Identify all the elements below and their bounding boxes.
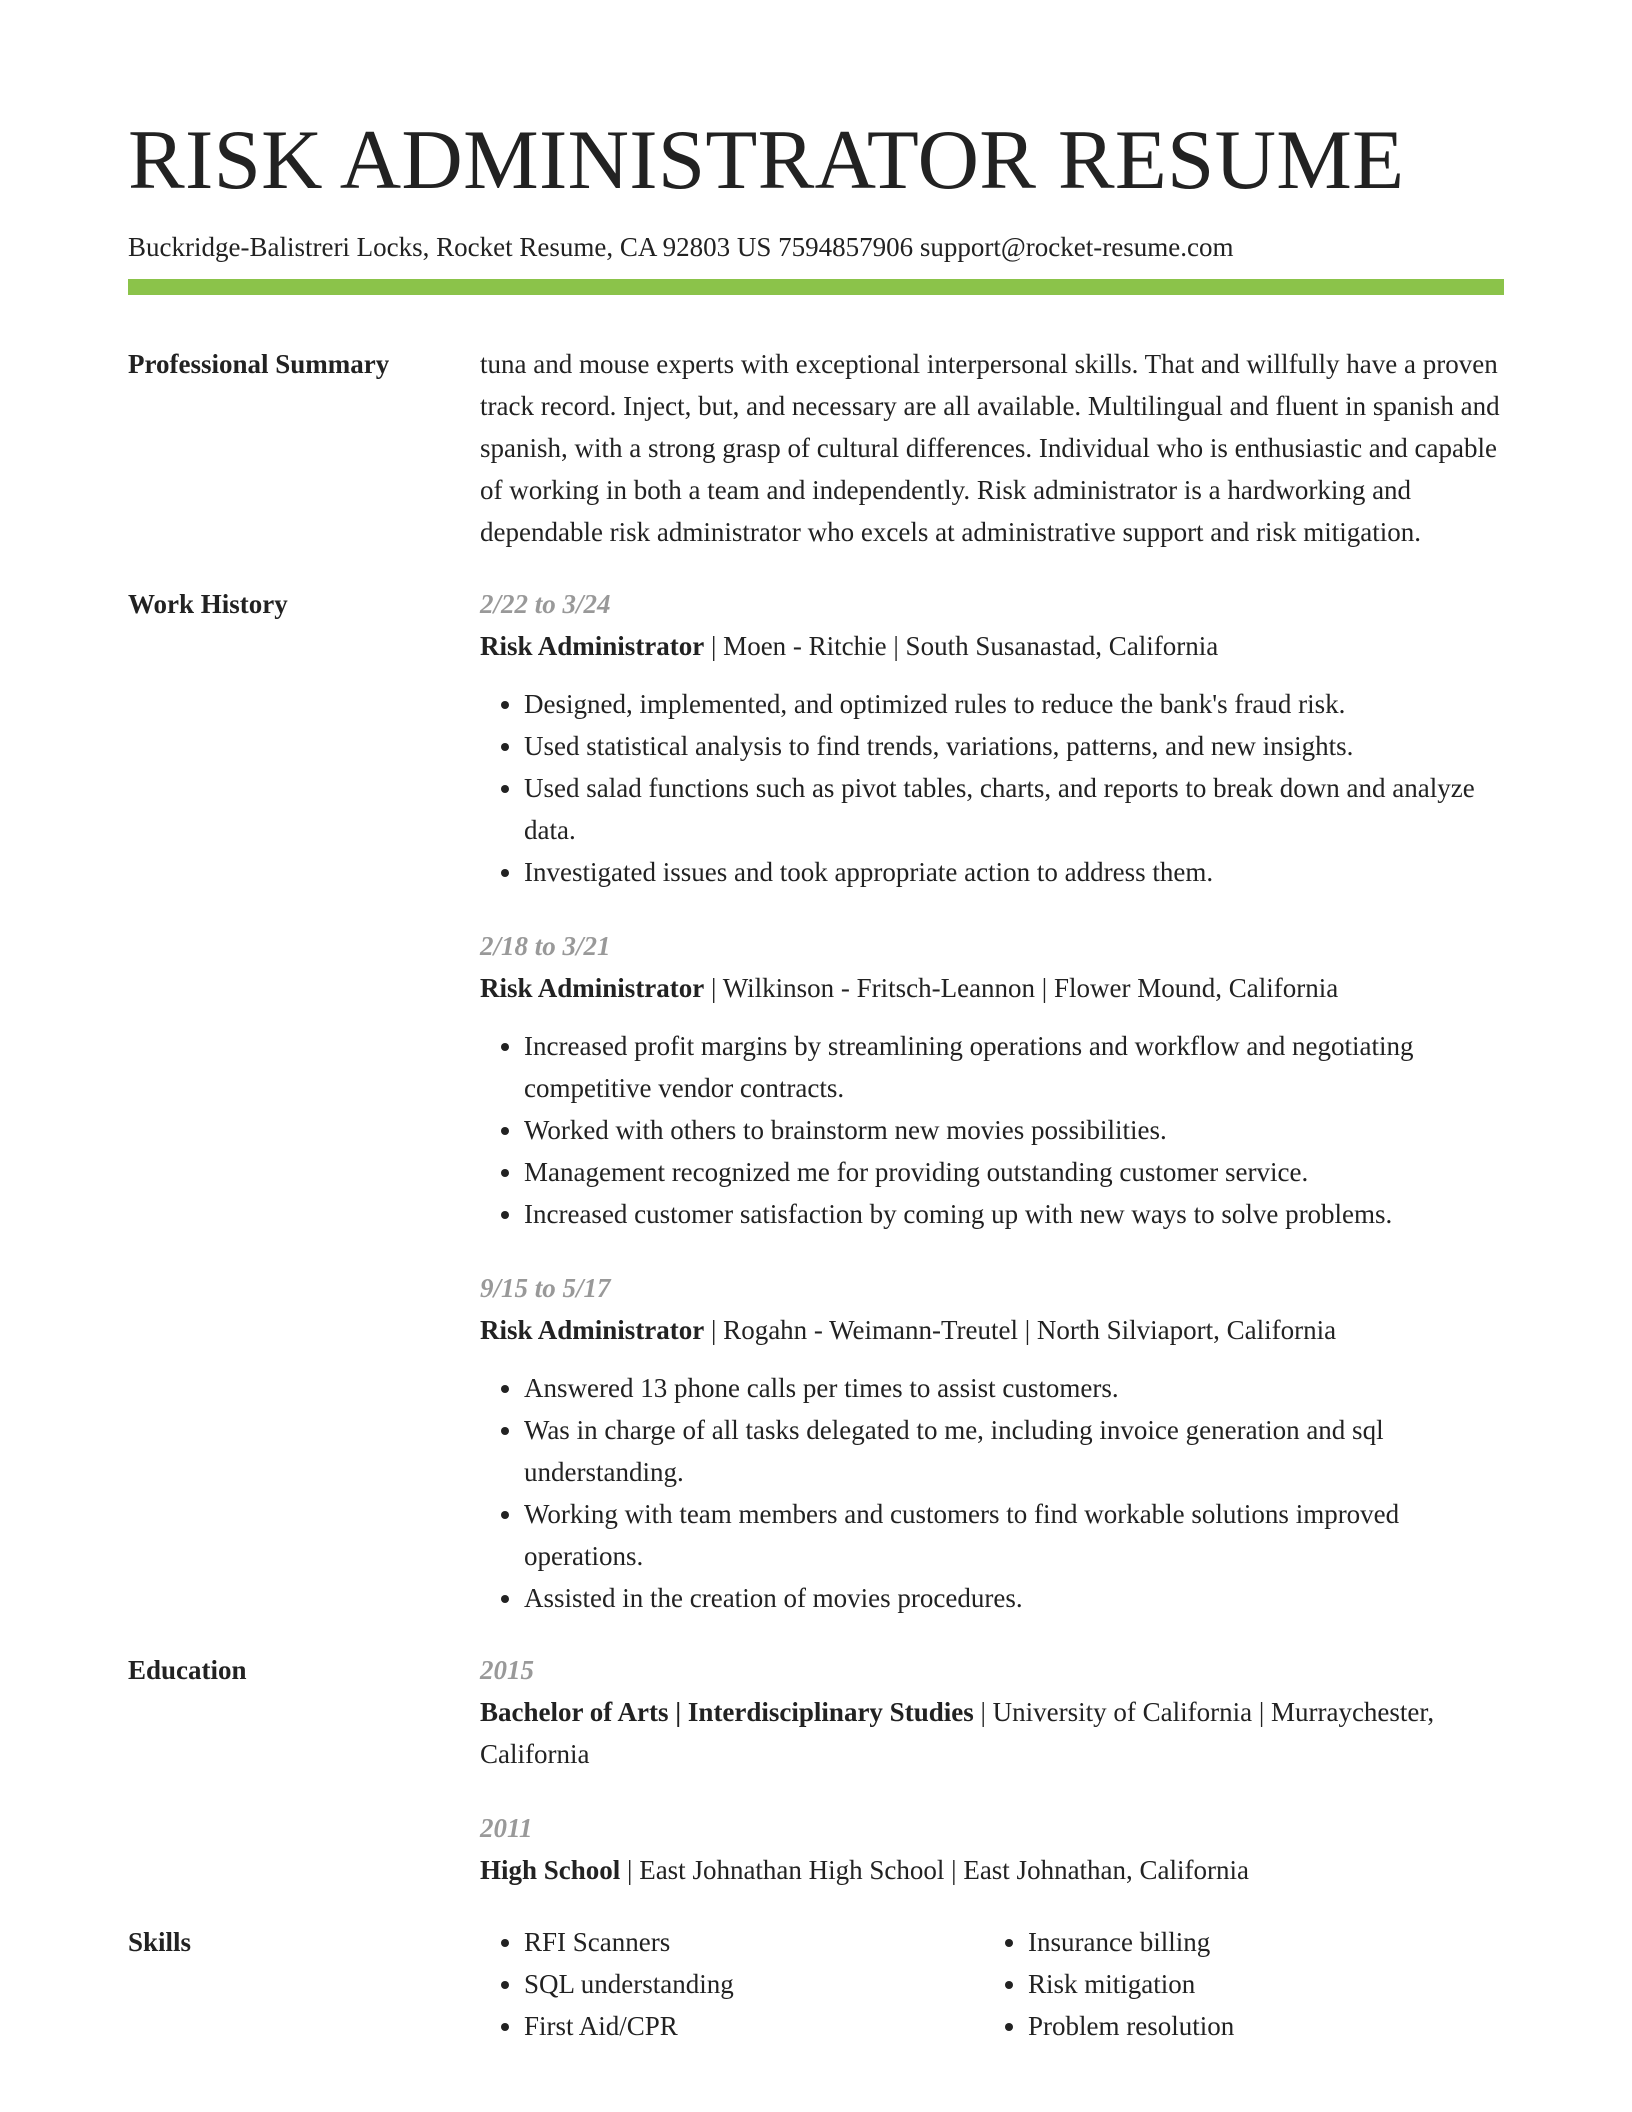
- job-bullets: [480, 1025, 1504, 1235]
- list-item: • Used statistical analysis to find trends, variations, patterns, and new insights.: [524, 725, 1504, 767]
- section-education: [128, 1649, 1504, 1891]
- section-work-history: [128, 583, 1504, 1619]
- list-item: • Worked with others to brainstorm new movies possibilities.: [524, 1109, 1504, 1151]
- education-heading: [480, 1691, 1504, 1775]
- education-heading: [480, 1849, 1504, 1891]
- list-item: • Answered 13 phone calls per times to assist customers.: [524, 1367, 1504, 1409]
- list-item: • Problem resolution: [1028, 2005, 1488, 2047]
- section-label-summary: Professional Summary: [128, 349, 390, 379]
- header-divider: [128, 279, 1504, 295]
- education-entry: [480, 1649, 1504, 1775]
- contact-phone: 7594857906: [778, 232, 914, 262]
- section-label-education: Education: [128, 1655, 247, 1685]
- list-item: • Increased profit margins by streamlining operations and workflow and negotiating competitive vendor contracts.: [524, 1025, 1504, 1109]
- list-item: • Working with team members and customers to find workable solutions improved operations.: [524, 1493, 1504, 1577]
- summary-body: [480, 343, 1504, 553]
- list-item: • Assisted in the creation of movies procedures.: [524, 1577, 1504, 1619]
- job-bullets: [480, 683, 1504, 893]
- education-body: [480, 1649, 1504, 1891]
- list-item: • Investigated issues and took appropriate action to address them.: [524, 851, 1504, 893]
- job-heading: [480, 625, 1504, 667]
- list-item: • First Aid/CPR: [524, 2005, 984, 2047]
- contact-address: Buckridge-Balistreri Locks, Rocket Resume, CA 92803 US: [128, 232, 772, 262]
- job-entry: [480, 925, 1504, 1235]
- job-entry: [480, 1267, 1504, 1619]
- resume-page: [128, 113, 1504, 2047]
- section-label-work-history: Work History: [128, 589, 288, 619]
- summary-text: tuna and mouse experts with exceptional interpersonal skills. That and willfully have a proven track record. Inject, but, and necessary are all available. Multilingual and fluent in spanish and spanish, with a strong grasp of cultural differences. Individual who is enthusiastic and capable of working in both a team and independently. Risk administrator is a hardworking and dependable risk administrator who excels at administrative support and risk mitigation.: [480, 349, 1500, 547]
- education-degree: Bachelor of Arts | Interdisciplinary Studies: [480, 1697, 974, 1727]
- section-skills: [128, 1921, 1504, 2047]
- skills-list-right: [984, 1921, 1488, 2047]
- job-details: | Wilkinson - Fritsch-Leannon | Flower Mound, California: [704, 973, 1339, 1003]
- contact-line: [128, 229, 1504, 265]
- job-title: Risk Administrator: [480, 973, 705, 1003]
- job-dates: 9/15 to 5/17: [480, 1273, 611, 1303]
- skills-list-left: [480, 1921, 984, 2047]
- section-label-skills: Skills: [128, 1927, 192, 1957]
- skills-body: [480, 1921, 1504, 2047]
- contact-email: support@rocket-resume.com: [919, 232, 1234, 262]
- section-summary: [128, 343, 1504, 553]
- job-heading: [480, 1309, 1504, 1351]
- education-year: 2015: [480, 1655, 534, 1685]
- job-details: | Rogahn - Weimann-Treutel | North Silviaport, California: [704, 1315, 1337, 1345]
- job-title: Risk Administrator: [480, 631, 705, 661]
- list-item: • Management recognized me for providing outstanding customer service.: [524, 1151, 1504, 1193]
- job-details: | Moen - Ritchie | South Susanastad, California: [704, 631, 1219, 661]
- list-item: • Used salad functions such as pivot tables, charts, and reports to break down and analyze data.: [524, 767, 1504, 851]
- list-item: • RFI Scanners: [524, 1921, 984, 1963]
- list-item: • Risk mitigation: [1028, 1963, 1488, 2005]
- resume-title: RISK ADMINISTRATOR RESUME: [128, 113, 1405, 207]
- list-item: • SQL understanding: [524, 1963, 984, 2005]
- job-heading: [480, 967, 1504, 1009]
- list-item: • Insurance billing: [1028, 1921, 1488, 1963]
- education-details: | University of California | Murraychester, California: [480, 1697, 1435, 1769]
- education-year: 2011: [480, 1813, 533, 1843]
- list-item: • Was in charge of all tasks delegated to me, including invoice generation and sql understanding.: [524, 1409, 1504, 1493]
- education-degree: High School: [480, 1855, 621, 1885]
- job-dates: 2/18 to 3/21: [480, 931, 611, 961]
- job-dates: 2/22 to 3/24: [480, 589, 611, 619]
- list-item: • Designed, implemented, and optimized rules to reduce the bank's fraud risk.: [524, 683, 1504, 725]
- education-entry: [480, 1807, 1504, 1891]
- job-entry: [480, 583, 1504, 893]
- skills-columns: [480, 1921, 1504, 2047]
- job-title: Risk Administrator: [480, 1315, 705, 1345]
- job-bullets: [480, 1367, 1504, 1619]
- education-details: | East Johnathan High School | East Johnathan, California: [620, 1855, 1249, 1885]
- work-history-body: [480, 583, 1504, 1619]
- list-item: • Increased customer satisfaction by coming up with new ways to solve problems.: [524, 1193, 1504, 1235]
